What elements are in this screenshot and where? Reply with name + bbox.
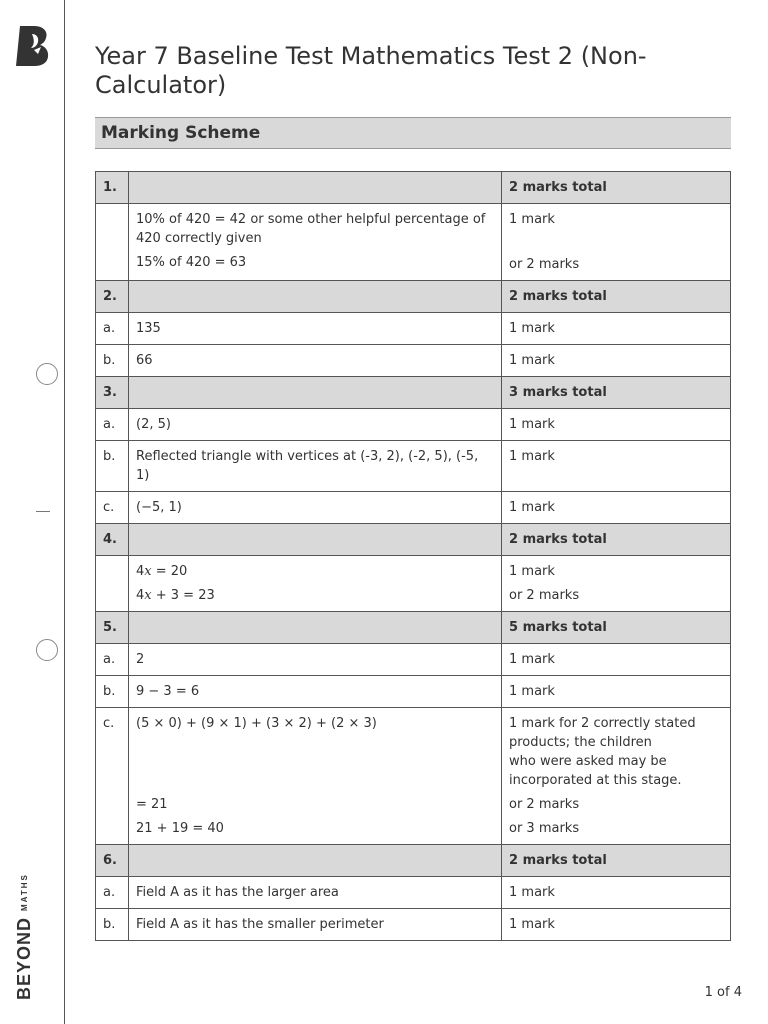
page-number: 1 of 4	[704, 985, 742, 1000]
marks-cell: 1 mark	[502, 676, 731, 708]
answer-cell: 9 − 3 = 6	[129, 676, 502, 708]
marks-line: or 2 marks	[509, 588, 580, 603]
part-label: a.	[96, 313, 129, 345]
margin-rule	[64, 0, 65, 1024]
marks-cell: 1 mark	[502, 877, 731, 909]
marks-cell: 1 mark	[502, 644, 731, 676]
document-title: Year 7 Baseline Test Mathematics Test 2 (Non-Calculator)	[95, 42, 647, 99]
question-blank-cell	[129, 845, 502, 877]
marks-line: or 2 marks	[509, 257, 580, 272]
question-header-row	[96, 845, 731, 877]
marks-line: 1 mark	[509, 212, 555, 227]
part-label: a.	[96, 409, 129, 441]
marks-cell	[502, 556, 731, 612]
answer-row	[96, 556, 731, 612]
marks-cell: 1 mark	[502, 909, 731, 941]
part-label	[96, 556, 129, 612]
question-header-row	[96, 524, 731, 556]
question-number: 4.	[96, 524, 129, 556]
marks-cell: 1 mark	[502, 441, 731, 492]
question-blank-cell	[129, 377, 502, 409]
question-total-marks: 2 marks total	[502, 845, 731, 877]
answer-cell: Field A as it has the smaller perimeter	[129, 909, 502, 941]
marks-line: 1 mark for 2 correctly stated	[509, 716, 696, 731]
question-header-row	[96, 377, 731, 409]
marks-line: incorporated at this stage.	[509, 773, 682, 788]
fold-mark	[36, 511, 50, 512]
question-header-row	[96, 612, 731, 644]
answer-line: 15% of 420 = 63	[136, 255, 247, 270]
answer-row	[96, 441, 731, 492]
punch-hole-bottom	[36, 639, 58, 661]
answer-cell: 135	[129, 313, 502, 345]
question-total-marks: 5 marks total	[502, 612, 731, 644]
punch-hole-top	[36, 363, 58, 385]
question-blank-cell	[129, 524, 502, 556]
answer-line: 4x = 20	[136, 564, 188, 579]
answer-cell: 66	[129, 345, 502, 377]
marks-line: or 2 marks	[509, 797, 580, 812]
marks-line: who were asked may be	[509, 754, 667, 769]
brand-name: BEYOND	[13, 916, 34, 1000]
question-total-marks: 2 marks total	[502, 524, 731, 556]
question-number: 2.	[96, 281, 129, 313]
marks-line: products; the children	[509, 735, 652, 750]
answer-cell: 2	[129, 644, 502, 676]
part-label: c.	[96, 708, 129, 845]
answer-line: = 21	[136, 797, 168, 812]
answer-row	[96, 313, 731, 345]
answer-row	[96, 708, 731, 845]
part-label: b.	[96, 676, 129, 708]
question-total-marks: 2 marks total	[502, 281, 731, 313]
marks-line: or 3 marks	[509, 821, 580, 836]
answer-cell: Field A as it has the larger area	[129, 877, 502, 909]
answer-row	[96, 644, 731, 676]
part-label: b.	[96, 441, 129, 492]
answer-line: 10% of 420 = 42 or some other helpful percentage of 420 correctly given	[136, 212, 486, 246]
part-label: a.	[96, 644, 129, 676]
answer-cell: (−5, 1)	[129, 492, 502, 524]
answer-line: (5 × 0) + (9 × 1) + (3 × 2) + (2 × 3)	[136, 716, 377, 731]
question-blank-cell	[129, 612, 502, 644]
answer-row	[96, 492, 731, 524]
answer-row	[96, 877, 731, 909]
answer-row	[96, 204, 731, 281]
marks-cell: 1 mark	[502, 492, 731, 524]
answer-row	[96, 345, 731, 377]
part-label: c.	[96, 492, 129, 524]
question-number: 5.	[96, 612, 129, 644]
question-header-row	[96, 172, 731, 204]
marks-line: 1 mark	[509, 564, 555, 579]
question-blank-cell	[129, 172, 502, 204]
answer-cell: (2, 5)	[129, 409, 502, 441]
part-label: b.	[96, 909, 129, 941]
question-number: 1.	[96, 172, 129, 204]
question-number: 3.	[96, 377, 129, 409]
part-label	[96, 204, 129, 281]
marking-scheme-table	[95, 171, 731, 941]
brand-wordmark	[10, 840, 38, 1000]
part-label: a.	[96, 877, 129, 909]
answer-cell	[129, 708, 502, 845]
question-header-row	[96, 281, 731, 313]
question-blank-cell	[129, 281, 502, 313]
answer-cell: Reflected triangle with vertices at (-3, 2), (-2, 5), (-5, 1)	[129, 441, 502, 492]
answer-row	[96, 409, 731, 441]
marks-cell: 1 mark	[502, 345, 731, 377]
brand-subtitle: MATHS	[19, 873, 29, 911]
answer-cell	[129, 204, 502, 281]
marks-cell	[502, 708, 731, 845]
answer-row	[96, 909, 731, 941]
question-total-marks: 2 marks total	[502, 172, 731, 204]
part-label: b.	[96, 345, 129, 377]
answer-line: 4x + 3 = 23	[136, 588, 215, 603]
marks-cell: 1 mark	[502, 409, 731, 441]
question-total-marks: 3 marks total	[502, 377, 731, 409]
answer-cell	[129, 556, 502, 612]
beyond-logo-icon	[14, 24, 52, 66]
marks-cell	[502, 204, 731, 281]
question-number: 6.	[96, 845, 129, 877]
answer-line: 21 + 19 = 40	[136, 821, 224, 836]
section-heading: Marking Scheme	[95, 117, 731, 149]
answer-row	[96, 676, 731, 708]
marks-cell: 1 mark	[502, 313, 731, 345]
